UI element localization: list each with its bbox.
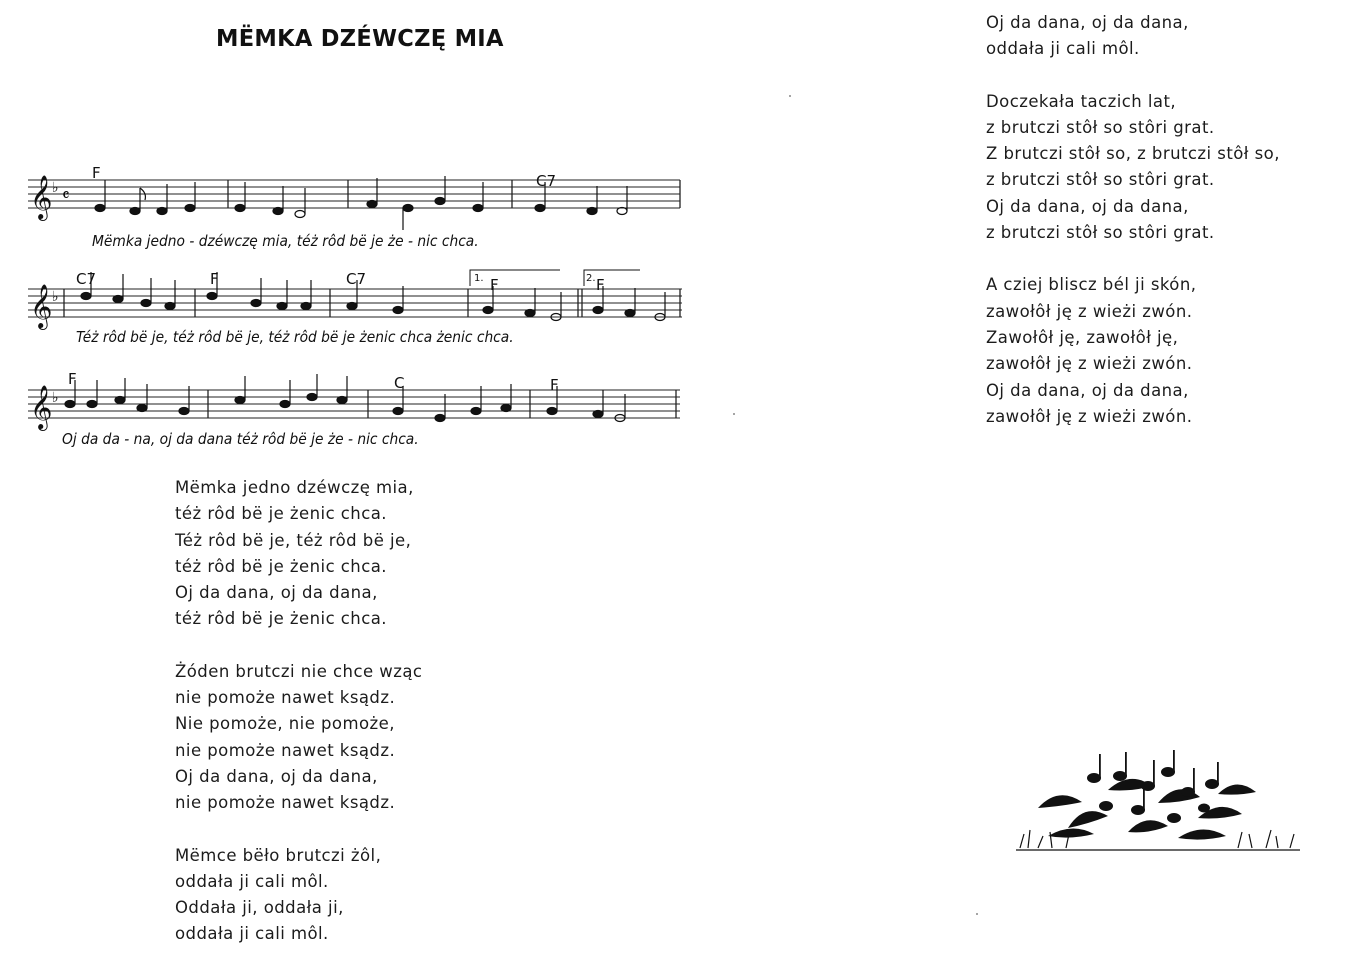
chord-label: C7	[536, 172, 557, 190]
verse-line: A cziej bliscz bél ji skón,	[986, 275, 1197, 295]
chord-label: C7	[76, 270, 97, 288]
verse-line: nie pomoże nawet ksądz.	[175, 793, 396, 813]
verse-line: Oj da dana, oj da dana,	[986, 380, 1189, 400]
verse-line: zawołôł ję z wieżi zwón.	[986, 354, 1193, 374]
chord-label: F	[550, 376, 559, 394]
svg-text:𝄞: 𝄞	[30, 385, 53, 429]
svg-text:♭: ♭	[52, 289, 59, 305]
verse-line: Żóden brutczi nie chce wząc	[175, 661, 423, 681]
verse-line: Zawołôł ję, zawołôł ję,	[986, 327, 1179, 347]
svg-text:♭: ♭	[52, 390, 59, 406]
svg-text:♭: ♭	[52, 180, 59, 196]
verse-line: oddała ji cali môl.	[175, 871, 329, 891]
verse-line: Oj da dana, oj da dana,	[986, 196, 1189, 216]
svg-text:𝄞: 𝄞	[30, 175, 53, 219]
verse-line: z brutczi stôł so stôri grat.	[986, 117, 1215, 137]
staff-system-3	[28, 370, 680, 431]
verse-line: oddała ji cali môl.	[175, 924, 329, 944]
svg-text:𝄞: 𝄞	[30, 284, 53, 328]
verse-line: téż rôd bë je żenic chca.	[175, 609, 387, 629]
svg-text:2.: 2.	[586, 273, 596, 284]
verse-line: Doczekała taczich lat,	[986, 91, 1177, 111]
score-lyric-line: Téż rôd bë je, téż rôd bë je, téż rôd bë je żenic chca żenic chca.	[76, 328, 514, 346]
verse-line: Téż rôd bë je, téż rôd bë je,	[175, 530, 412, 550]
verse-line: zawołôł ję z wieżi zwón.	[986, 406, 1193, 426]
chord-label: C	[394, 374, 405, 392]
score-lyric-line: Oj da da - na, oj da dana téż rôd bë je że - nic chca.	[62, 430, 419, 448]
staff-system-1	[28, 164, 680, 230]
verse-line: Oddała ji, oddała ji,	[175, 898, 344, 918]
verse-line: Z brutczi stôł so, z brutczi stôł so,	[986, 144, 1280, 164]
verse-line: Oj da dana, oj da dana,	[175, 583, 378, 603]
chord-label: F	[92, 164, 101, 182]
chord-label: F	[596, 276, 605, 294]
verse-line: z brutczi stôł so stôri grat.	[986, 170, 1215, 190]
verse-line: Nie pomoże, nie pomoże,	[175, 714, 395, 734]
svg-text:𝄴: 𝄴	[62, 186, 70, 206]
bush-with-notes-icon	[1008, 748, 1308, 858]
verse-line: Oj da dana, oj da dana,	[986, 13, 1189, 32]
verse-line: nie pomoże nawet ksądz.	[175, 740, 396, 760]
verse-line: téż rôd bë je żenic chca.	[175, 556, 387, 576]
verse-line: Oj da dana, oj da dana,	[175, 766, 378, 786]
svg-text:1.: 1.	[474, 273, 484, 284]
chord-label: F	[490, 276, 499, 294]
verse-line: zawołôł ję z wieżi zwón.	[986, 301, 1193, 321]
verse-line: téż rôd bë je żenic chca.	[175, 504, 387, 524]
verse-line: Mëmce bëło brutczi żôl,	[175, 845, 382, 865]
score-lyric-line: Mëmka jedno - dzéwczę mia, téż rôd bë je że - nic chca.	[92, 232, 479, 250]
chord-label: F	[68, 370, 77, 388]
music-score	[0, 150, 700, 450]
song-title: MËMKA DZÉWCZĘ MIA	[216, 26, 504, 52]
staff-system-2	[28, 270, 682, 330]
verse-line: oddała ji cali môl.	[986, 39, 1140, 59]
verses-left	[175, 475, 422, 948]
verse-line: z brutczi stôł so stôri grat.	[986, 223, 1215, 243]
chord-label: F	[210, 270, 219, 288]
verse-line: nie pomoże nawet ksądz.	[175, 688, 396, 708]
verse-line: Mëmka jedno dzéwczę mia,	[175, 478, 414, 497]
verses-right	[986, 10, 1280, 430]
chord-label: C7	[346, 270, 367, 288]
